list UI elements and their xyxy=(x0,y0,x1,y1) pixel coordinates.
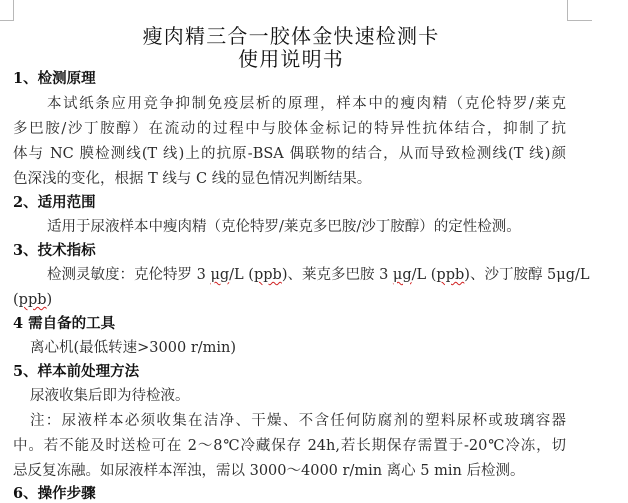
sensitivity-text: )、莱克多巴胺 3 xyxy=(281,267,393,283)
sample-prep-note-line: 忌反复冻融。如尿液样本浑浊，需以 3000～4000 r/min 离心 5 min 后检测。 xyxy=(13,463,525,479)
principle-paragraph-line: 体与 NC 膜检测线(T 线)上的抗原-BSA 偶联物的结合，从而导致检测线(T 线)颜 xyxy=(13,146,566,162)
sensitivity-text: )、沙丁胺醇 5μg/L xyxy=(464,267,590,283)
principle-paragraph-line: 色深浅的变化，根据 T 线与 C 线的显色情况判断结果。 xyxy=(13,171,372,187)
section-heading-scope: 2、适用范围 xyxy=(13,194,96,211)
sensitivity-text: 检测灵敏度：克伦特罗 3 xyxy=(47,267,211,283)
section-heading-principle: 1、检测原理 xyxy=(13,70,96,87)
page-corner-mark-top-left xyxy=(0,0,14,21)
spellcheck-flag[interactable]: μg xyxy=(392,267,412,283)
spellcheck-flag[interactable]: ppb xyxy=(18,292,47,308)
scope-paragraph: 适用于尿液样本中瘦肉精（克伦特罗/莱克多巴胺/沙丁胺醇）的定性检测。 xyxy=(47,219,521,235)
sensitivity-text: /L ( xyxy=(411,267,437,283)
tools-item: 离心机(最低转速>3000 r/min) xyxy=(30,340,237,356)
document-title: 瘦肉精三合一胶体金快速检测卡 xyxy=(142,24,440,48)
section-heading-procedure: 6、操作步骤 xyxy=(13,485,96,502)
section-heading-sample-prep: 5、样本前处理方法 xyxy=(13,363,140,380)
page-corner-mark-top-right xyxy=(567,0,592,21)
sensitivity-text: /L ( xyxy=(229,267,254,283)
principle-paragraph-line: 多巴胺/沙丁胺醇）在流动的过程中与胶体金标记的特异性抗体结合，抑制了抗 xyxy=(13,121,566,137)
document-subtitle: 使用说明书 xyxy=(238,47,344,71)
sensitivity-text: ) xyxy=(46,292,53,308)
principle-paragraph-line: 本试纸条应用竞争抑制免疫层析的原理，样本中的瘦肉精（克伦特罗/莱克 xyxy=(47,96,566,112)
section-heading-specs: 3、技术指标 xyxy=(13,242,96,259)
spellcheck-flag[interactable]: ppb xyxy=(436,267,465,283)
sensitivity-line xyxy=(47,266,590,284)
sample-prep-note-line: 中。若不能及时送检可在 2～8℃冷藏保存 24h,若长期保存需置于-20℃冷冻，切 xyxy=(13,438,566,454)
sensitivity-text: ( xyxy=(13,292,19,308)
sample-prep-line: 尿液收集后即为待检液。 xyxy=(30,388,190,404)
section-heading-tools: 4 需自备的工具 xyxy=(13,315,116,332)
sensitivity-line-wrap xyxy=(13,291,52,309)
spellcheck-flag[interactable]: ppb xyxy=(253,267,282,283)
sample-prep-note-line: 注：尿液样本必须收集在洁净、干燥、不含任何防腐剂的塑料尿杯或玻璃容器 xyxy=(30,413,566,429)
spellcheck-flag[interactable]: μg xyxy=(210,267,230,283)
